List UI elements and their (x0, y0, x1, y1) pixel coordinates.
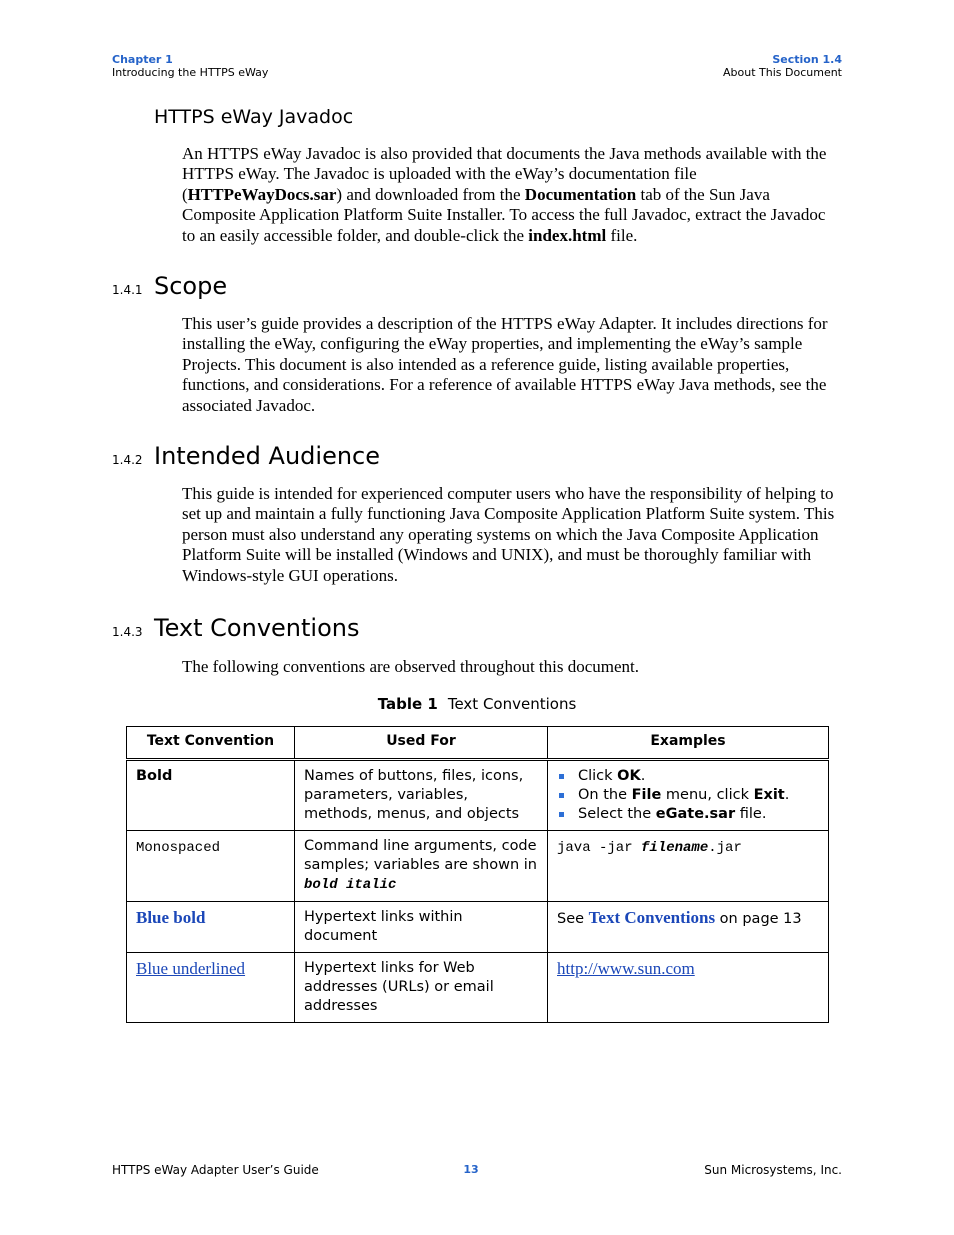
javadoc-bold-file: HTTPeWayDocs.sar (187, 184, 337, 204)
table-row-blue-bold (127, 902, 829, 953)
blue-underlined-sample: Blue underlined (136, 959, 246, 978)
audience-paragraph: This guide is intended for experienced computer users who have the responsibility of helping to set up and maintain a fully functioning Java Composite Application Platform Suite system. This person must also understand any operating systems on which the Java Composite Application Platform Suite will be installed (Windows and UNIX), and must be thoroughly familiar with Windows-style GUI operations. (182, 484, 835, 585)
cell-examples-blue-underlined (548, 953, 829, 1023)
cell-used-for-bold: Names of buttons, files, icons, parameters, variables, methods, menus, and objects (295, 760, 548, 831)
scope-number: 1.4.1 (112, 283, 143, 297)
table-row-monospaced (127, 831, 829, 902)
scope-title: Scope (154, 272, 228, 300)
javadoc-bold-index: index.html (528, 225, 607, 245)
audience-title: Intended Audience (154, 442, 381, 470)
scope-heading (112, 272, 227, 300)
examples-bullet-list (557, 767, 819, 824)
footer-page-number: 13 (463, 1163, 479, 1176)
conventions-table (126, 726, 829, 1023)
javadoc-text-2: ) and downloaded from the (336, 184, 525, 204)
javadoc-text-3: tab of the Sun Java Composite Application Platform Suite Installer. To access the full Javadoc, extract the Javadoc to an easily accessible folder, and double-click the (182, 184, 826, 245)
section-label: Section 1.4 (772, 53, 842, 66)
running-header-right (723, 53, 842, 79)
table-caption (0, 695, 954, 713)
chapter-label: Chapter 1 (112, 53, 173, 66)
cell-used-for-monospaced: Command line arguments, code samples; variables are shown in bold italic (295, 831, 548, 902)
column-header-examples: Examples (548, 727, 829, 760)
footer-guide-title: HTTPS eWay Adapter User’s Guide (112, 1163, 319, 1177)
cell-used-for-blue-bold: Hypertext links within document (295, 902, 548, 953)
column-header-convention: Text Convention (127, 727, 295, 760)
conventions-heading (112, 614, 359, 642)
cell-examples-bold (548, 760, 829, 831)
cell-used-for-blue-underlined: Hypertext links for Web addresses (URLs) or email addresses (295, 953, 548, 1023)
scope-paragraph: This user’s guide provides a description of the HTTPS eWay Adapter. It includes directions for installing the eWay, configuring the eWay properties, and implementing the eWay’s sample Projects. This document is also intended as a reference guide, listing available properties, functions, and considerations. For a reference of available HTTPS eWay Java methods, see the associated Javadoc. (182, 314, 828, 415)
javadoc-heading: HTTPS eWay Javadoc (154, 106, 354, 128)
table-header-row (127, 727, 829, 760)
javadoc-text-1: An HTTPS eWay Javadoc is also provided that documents the Java methods available with the HTTPS eWay. The Javadoc is uploaded with the eWay’s documentation file ( (182, 144, 827, 204)
section-title: About This Document (723, 66, 842, 79)
table-caption-title: Text Conventions (447, 695, 577, 713)
bold-italic-code: bold italic (304, 877, 397, 893)
text-conventions-link[interactable]: Text Conventions (588, 908, 716, 927)
chapter-title: Introducing the HTTPS eWay (112, 66, 269, 79)
column-header-used-for: Used For (295, 727, 548, 760)
javadoc-paragraph (182, 144, 842, 246)
running-header-left (112, 53, 268, 79)
audience-heading (112, 442, 380, 470)
javadoc-text-4: file. (606, 225, 638, 245)
table-row-bold (127, 760, 829, 831)
cell-convention-monospaced: Monospaced (127, 831, 295, 902)
sun-url-link[interactable]: http://www.sun.com (557, 959, 695, 978)
conventions-number: 1.4.3 (112, 625, 143, 639)
cell-convention-blue-underlined (127, 953, 295, 1023)
cell-convention-bold (127, 760, 295, 831)
cell-examples-monospaced: java -jar filename.jar (548, 831, 829, 902)
example-item: Select the eGate.sar file. (557, 805, 819, 824)
conventions-intro: The following conventions are observed throughout this document. (182, 657, 640, 676)
table-row-blue-underlined (127, 953, 829, 1023)
convention-bold-text: Bold (136, 768, 173, 784)
audience-number: 1.4.2 (112, 453, 143, 467)
conventions-title: Text Conventions (154, 614, 360, 642)
cell-examples-blue-bold: See Text Conventions on page 13 (548, 902, 829, 953)
footer-company: Sun Microsystems, Inc. (704, 1163, 842, 1177)
table-caption-label: Table 1 (377, 695, 438, 713)
blue-bold-sample: Blue bold (136, 908, 206, 927)
cell-convention-blue-bold (127, 902, 295, 953)
example-item: On the File menu, click Exit. (557, 786, 819, 805)
example-item: Click OK. (557, 767, 819, 786)
javadoc-bold-documentation: Documentation (524, 184, 637, 204)
